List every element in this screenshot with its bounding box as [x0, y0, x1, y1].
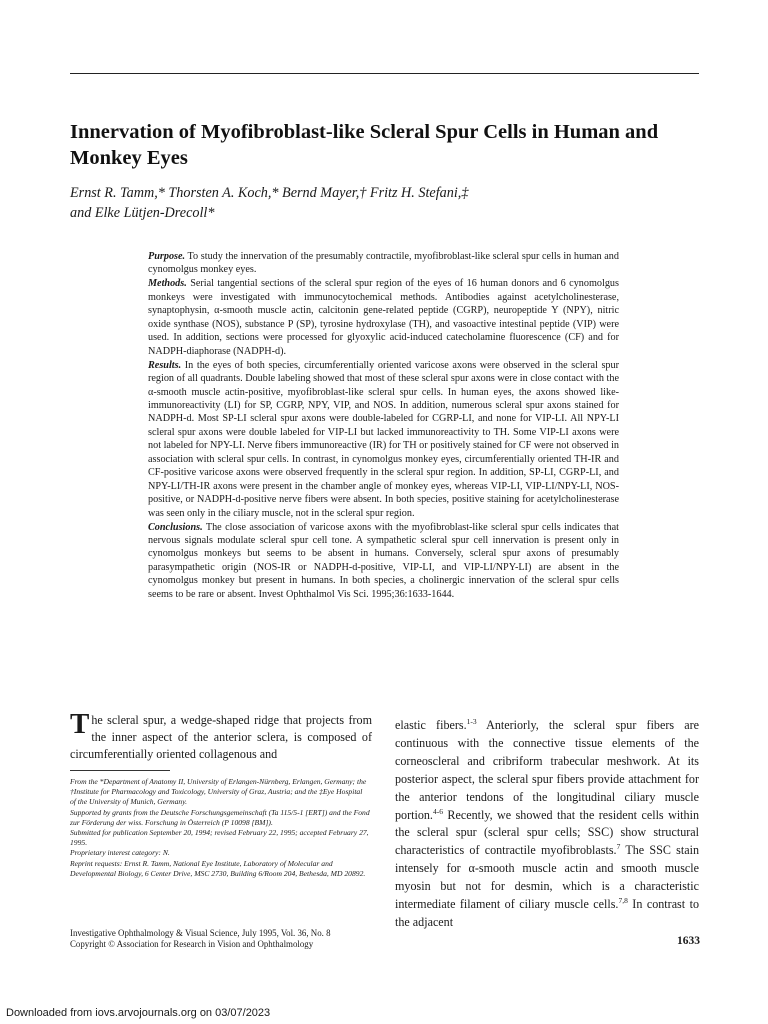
methods-text: Serial tangential sections of the scleral spur region of the eyes of 16 human donors and 6 cynomolgus monkeys were investigated with immunocytochemical methods. Antibodies against acetylcholinesterase, synaptophysin, α-smooth muscle actin, calcitonin gene-related peptide (CGRP), neuropeptide Y (NPY), nitric oxide synthase (NOS), substance P (SP), tyrosine hydroxylase (TH), and vasoactive intestinal peptide (VIP) were used. In addition, sections were processed for glyoxylic acid-induced catecholamine fluorescence (CF) and for NADPH-diaphorase (NADPH-d). — [148, 278, 619, 357]
results-label: Results. — [148, 359, 182, 371]
footnote-reprints: Reprint requests: Ernst R. Tamm, National Eye Institute, Laboratory of Molecular and Developmental Biology, 6 Center Drive, MSC 2730, Building 6/Room 204, Bethesda, MD 20892. — [70, 858, 366, 878]
reference-marker: 7,8 — [618, 896, 628, 906]
body-column-right — [395, 717, 699, 932]
abstract — [148, 250, 619, 602]
page-number: 1633 — [677, 935, 700, 947]
journal-line-1: Investigative Ophthalmology & Visual Science, July 1995, Vol. 36, No. 8 — [70, 928, 331, 938]
download-note: Downloaded from iovs.arvojournals.org on 03/07/2023 — [6, 1007, 271, 1019]
conclusions-label: Conclusions. — [148, 521, 203, 533]
drop-cap: T — [70, 708, 90, 740]
abstract-purpose — [148, 250, 619, 277]
reference-marker: 4-6 — [432, 806, 443, 816]
results-text: In the eyes of both species, circumferentially oriented varicose axons were observed in the scleral spur region of all quadrants. Double labeling showed that most of these scleral spur axons were in close contact with the α-smooth muscle actin-positive, myofibroblast-like scleral spur cells. In human eyes, the axons showed like-immunoreactivity (LI) for SP, CGRP, NPY, VIP, and NOS. In addition, numerous scleral spur axons stained for NADPH-d. Most SP-LI scleral spur axons were double-labeled for CGRP-LI, and none for VIP-LI. All NPY-LI scleral spur axons were double labeled for VIP-LI but lacked immunoreactivity to TH. Some VIP-LI axons were not labeled for NPY-LI. Nerve fibers immunoreactive (IR) for TH or positively stained for CF were not observed in association with scleral spur cells. In contrast, in cynomolgus monkey eyes, circumferentially oriented TH-IR and CF-positive varicose axons were observed frequently in the scleral spur region. In addition, SP-LI, CGRP-LI, and NPY-LI/TH-IR axons were present in the chamber angle of monkey eyes, whereas VIP-LI, VIP-LI/NPY-LI, NOS-positive, or NADPH-d-positive nerve fibers were absent. In both species, positive staining for acetylcholinesterase was seen only in the ciliary muscle, not in the scleral spur region. — [148, 359, 619, 519]
footnote-affiliation: From the *Department of Anatomy II, University of Erlangen-Nürnberg, Erlangen, Germany; the †Institute for Pharmacology and Toxicology, University of Graz, Austria; and the ‡Eye Hospital of the University of Munich, Germany. — [70, 777, 367, 807]
author-list — [70, 183, 710, 223]
conclusions-text: The close association of varicose axons with the myofibroblast-like scleral spur cells indicates that nervous signals modulate scleral spur cell tone. A sympathetic scleral spur cell innervation is present only in cynomolgus monkeys but seems to be absent in humans. Conversely, scleral spur axons of presumably parasympathetic origin (NOS-IR or NADPH-d-positive, VIP-LI, and VIP-LI/NPY-LI) are absent in the cynomolgus monkey but present in humans. In both species, a cholinergic innervation of the scleral spur cells seems to be rare or absent. Invest Ophthalmol Vis Sci. 1995;36:1633-1644. — [148, 521, 619, 600]
body-column-left — [70, 708, 372, 763]
author-line-2: and Elke Lütjen-Drecoll* — [70, 205, 215, 221]
footnote-interest: Proprietary interest category: N. — [70, 848, 170, 858]
right-text-4: The SSC stain intensely for α-smooth muscle actin and smooth muscle myosin but not for desmin, which is a characteristic intermediate filament of ciliary muscle cells. — [395, 843, 699, 912]
right-paragraph — [395, 717, 699, 932]
right-text-5: In contrast to the adjacent — [395, 897, 699, 929]
abstract-methods — [148, 277, 619, 358]
intro-paragraph — [70, 708, 372, 763]
footnote-rule — [70, 770, 170, 771]
footnotes — [70, 777, 370, 879]
abstract-conclusions — [148, 521, 619, 602]
article-title: Innervation of Myofibroblast-like Scleral Spur Cells in Human and Monkey Eyes — [70, 121, 659, 169]
footnote-submitted: Submitted for publication September 20, 1994; revised February 22, 1995; accepted February 27, 1995. — [70, 828, 369, 848]
purpose-text: To study the innervation of the presumably contractile, myofibroblast-like scleral spur cells in human and cynomolgus monkey eyes. — [148, 251, 619, 276]
abstract-results — [148, 359, 619, 520]
purpose-label: Purpose. — [148, 251, 186, 262]
right-text-3: Recently, we showed that the resident cells within the scleral spur (scleral spur cells; SSC) show structural characteristics of contractile myofibroblasts. — [395, 807, 699, 858]
right-text-2: Anteriorly, the scleral spur fibers are continuous with the connective tissue elements of the corneoscleral and cribriform trabecular meshwork. At its posterior aspect, the scleral spur fibers provide attachment for the anterior tendons of the longitudinal ciliary muscle portion. — [395, 718, 700, 822]
right-text-1: elastic fibers. — [395, 718, 467, 732]
journal-citation — [70, 928, 390, 950]
intro-text: he scleral spur, a wedge-shaped ridge that projects from the inner aspect of the anterior sclera, is composed of circumferentially oriented collagenous and — [70, 713, 372, 761]
footnote-support: Supported by grants from the Deutsche Forschungsgemeinschaft (Ta 115/5-1 [ERT]) and the Fond zur Förderung der wiss. Forschung in Österreich (P 10098 [BM]). — [70, 807, 370, 827]
author-line-1: Ernst R. Tamm,* Thorsten A. Koch,* Bernd Mayer,† Fritz H. Stefani,‡ — [70, 185, 469, 201]
methods-label: Methods. — [148, 278, 187, 290]
header-rule — [70, 73, 699, 74]
reference-marker: 7 — [616, 842, 621, 852]
journal-line-2: Copyright © Association for Research in Vision and Ophthalmology — [70, 939, 314, 949]
reference-marker: 1-3 — [466, 716, 477, 726]
